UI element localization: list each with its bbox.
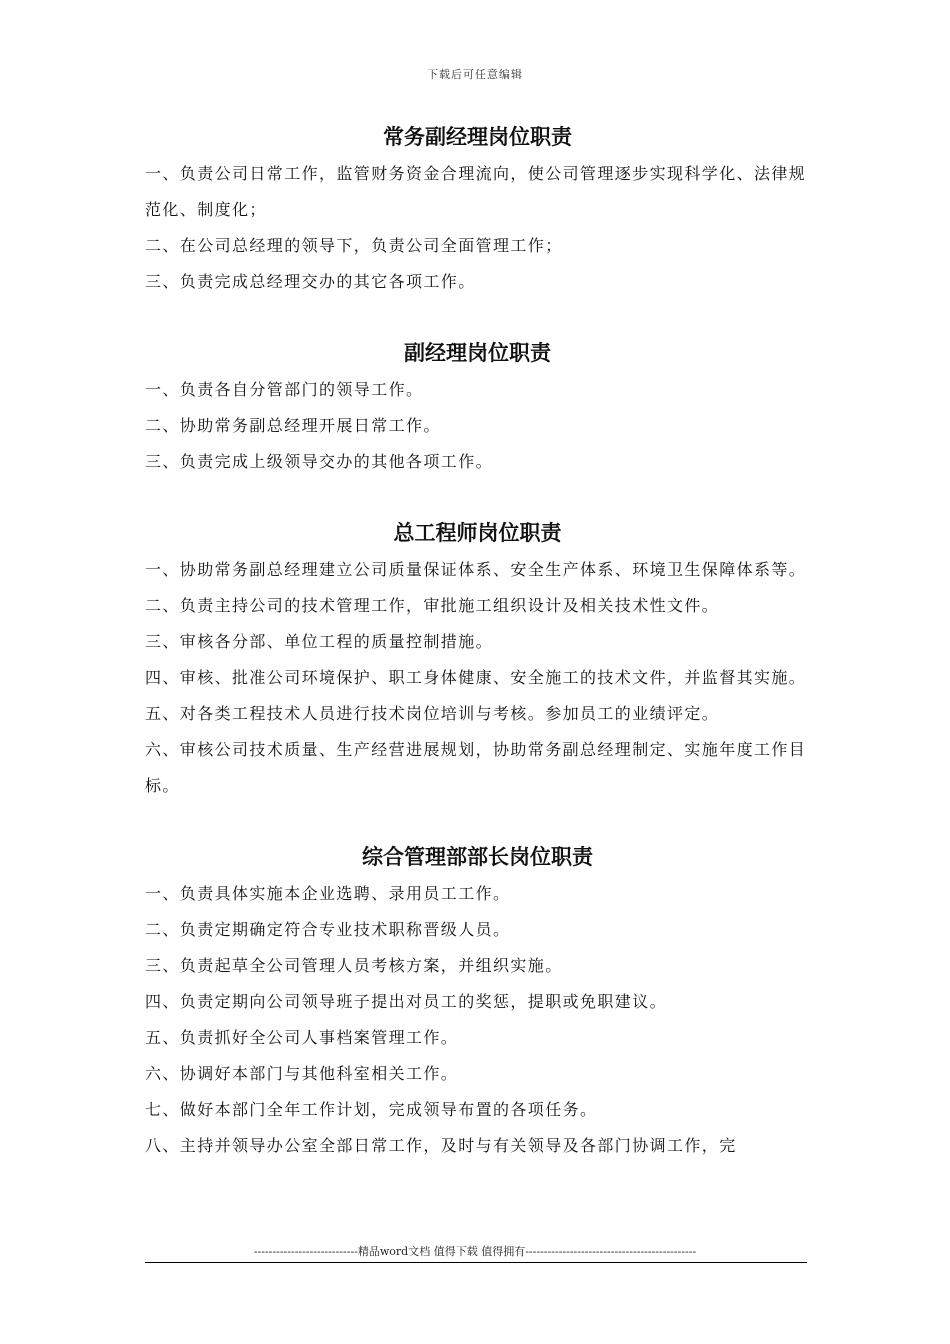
section-title: 常务副经理岗位职责 xyxy=(383,125,572,149)
paragraph: 七、做好本部门全年工作计划，完成领导布置的各项任务。 xyxy=(145,1100,598,1119)
section-admin-department-head xyxy=(145,838,810,1164)
header-note: 下载后可任意编辑 xyxy=(427,68,523,81)
section-vice-manager xyxy=(145,334,810,480)
section-title: 总工程师岗位职责 xyxy=(393,521,562,545)
paragraph: 一、负责公司日常工作，监管财务资金合理流向，使公司管理逐步实现科学化、法律规范化、制度化； xyxy=(145,164,807,219)
paragraph: 二、负责主持公司的技术管理工作，审批施工组织设计及相关技术性文件。 xyxy=(145,596,720,615)
footer-divider xyxy=(145,1262,807,1263)
section-chief-engineer xyxy=(145,514,810,804)
paragraph: 一、协助常务副总经理建立公司质量保证体系、安全生产体系、环境卫生保障体系等。 xyxy=(145,560,807,579)
paragraph: 一、负责具体实施本企业选聘、录用员工工作。 xyxy=(145,884,511,903)
paragraph: 三、负责完成上级领导交办的其他各项工作。 xyxy=(145,452,494,471)
paragraph: 二、负责定期确定符合专业技术职称晋级人员。 xyxy=(145,920,511,939)
paragraph: 六、审核公司技术质量、生产经营进展规划，协助常务副总经理制定、实施年度工作目标。 xyxy=(145,740,807,795)
paragraph: 二、在公司总经理的领导下，负责公司全面管理工作； xyxy=(145,236,563,255)
paragraph: 四、审核、批准公司环境保护、职工身体健康、安全施工的技术文件，并监督其实施。 xyxy=(145,668,807,687)
paragraph: 五、负责抓好全公司人事档案管理工作。 xyxy=(145,1028,459,1047)
section-title: 副经理岗位职责 xyxy=(404,341,551,365)
paragraph: 三、负责完成总经理交办的其它各项工作。 xyxy=(145,272,476,291)
footer-text: ----------------------------精品word文档 值得下载 值得拥有---------------------------------------------- xyxy=(253,1245,697,1258)
section-deputy-general-manager xyxy=(145,118,810,300)
document-body xyxy=(145,118,810,1164)
paragraph: 三、审核各分部、单位工程的质量控制措施。 xyxy=(145,632,494,651)
paragraph: 五、对各类工程技术人员进行技术岗位培训与考核。参加员工的业绩评定。 xyxy=(145,704,720,723)
paragraph: 一、负责各自分管部门的领导工作。 xyxy=(145,380,424,399)
paragraph: 八、主持并领导办公室全部日常工作，及时与有关领导及各部门协调工作，完 xyxy=(145,1136,737,1155)
paragraph: 四、负责定期向公司领导班子提出对员工的奖惩，提职或免职建议。 xyxy=(145,992,668,1011)
paragraph: 三、负责起草全公司管理人员考核方案，并组织实施。 xyxy=(145,956,563,975)
paragraph: 六、协调好本部门与其他科室相关工作。 xyxy=(145,1064,459,1083)
section-title: 综合管理部部长岗位职责 xyxy=(362,845,593,869)
paragraph: 二、协助常务副总经理开展日常工作。 xyxy=(145,416,441,435)
